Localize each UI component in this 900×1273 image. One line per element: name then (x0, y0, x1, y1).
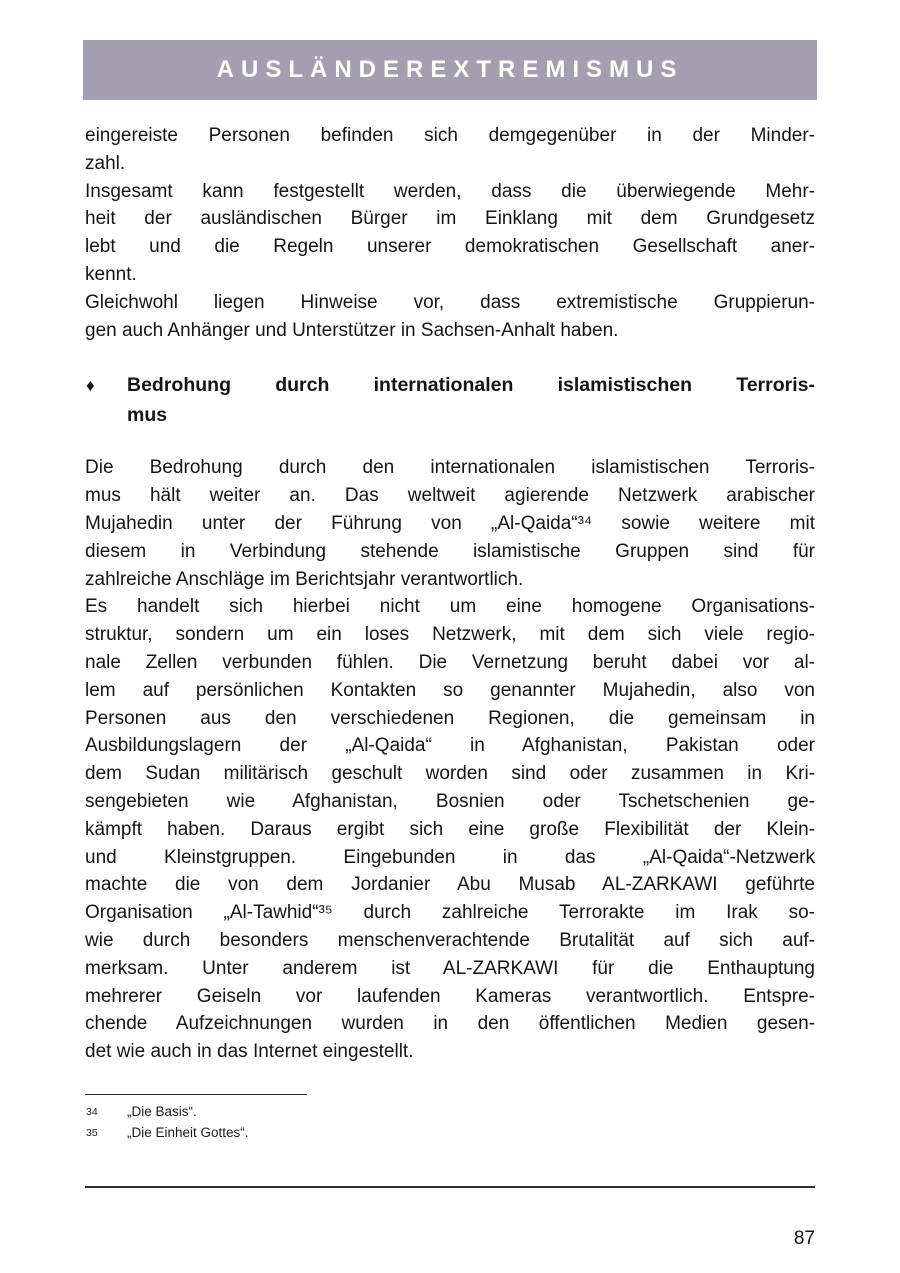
text-line: kämpft haben. Daraus ergibt sich eine große Flexibilität der Klein- (85, 818, 815, 840)
body-text (85, 122, 815, 1066)
section-title: AUSLÄNDEREXTREMISMUS (216, 56, 684, 83)
text-line: und Kleinstgruppen. Eingebunden in das „Al-Qaida“-Netzwerk (85, 846, 815, 868)
text-line: sengebieten wie Afghanistan, Bosnien oder Tschetschenien ge- (85, 790, 815, 812)
text-line: Ausbildungslagern der „Al-Qaida“ in Afghanistan, Pakistan oder (85, 735, 815, 757)
text-line: heit der ausländischen Bürger im Einklang mit dem Grundgesetz (85, 208, 815, 230)
text-line: Personen aus den verschiedenen Regionen, die gemeinsam in (85, 707, 815, 729)
text-line: Organisation „Al-Tawhid“³⁵ durch zahlreiche Terrorakte im Irak so- (85, 902, 815, 924)
footnote-separator-rule (85, 1094, 307, 1095)
text-line: wie durch besonders menschenverachtende Brutalität auf sich auf- (85, 929, 815, 951)
text-line: eingereiste Personen befinden sich demgegenüber in der Minder- (85, 125, 815, 146)
text-line: chende Aufzeichnungen wurden in den öffentlichen Medien gesen- (85, 1013, 815, 1035)
text-line: diesem in Verbindung stehende islamistische Gruppen sind für (85, 540, 815, 562)
text-line: Insgesamt kann festgestellt werden, dass die überwiegende Mehr- (85, 180, 815, 202)
bullet-heading-text (127, 370, 815, 430)
text-line: kennt. (85, 263, 137, 285)
paragraph (85, 178, 815, 289)
text-line: Mujahedin unter der Führung von „Al-Qaida“³⁴ sowie weitere mit (85, 512, 815, 534)
diamond-bullet-icon: ♦ (86, 376, 95, 396)
text-line: zahl. (85, 152, 126, 174)
text-line: merksam. Unter anderem ist AL-ZARKAWI für die Enthauptung (85, 957, 815, 979)
text-line: zahlreiche Anschläge im Berichtsjahr verantwortlich. (85, 568, 524, 590)
text-line: Die Bedrohung durch den internationalen islamistischen Terroris- (85, 457, 815, 479)
footnote (85, 1122, 815, 1143)
footnote (85, 1101, 815, 1122)
section-header-banner (83, 40, 817, 100)
text-line: lem auf persönlichen Kontakten so genannter Mujahedin, also von (85, 679, 815, 701)
paragraph (85, 289, 815, 345)
footnotes-block (85, 1094, 815, 1143)
footer-rule (85, 1186, 815, 1188)
text-line: mus hält weiter an. Das weltweit agierende Netzwerk arabischer (85, 485, 815, 507)
paragraph (85, 454, 815, 593)
text-line: mehrerer Geiseln vor laufenden Kameras verantwortlich. Entspre- (85, 985, 815, 1007)
footnote-number: 35 (86, 1127, 98, 1139)
text-line: lebt und die Regeln unserer demokratischen Gesellschaft aner- (85, 236, 815, 258)
footnote-text: „Die Einheit Gottes“. (127, 1125, 249, 1140)
bullet-heading (85, 370, 815, 430)
text-line: Gleichwohl liegen Hinweise vor, dass extremistische Gruppierun- (85, 291, 815, 313)
text-line: Es handelt sich hierbei nicht um eine homogene Organisations- (85, 596, 815, 618)
text-line: det wie auch in das Internet eingestellt. (85, 1041, 414, 1063)
text-line: mus (127, 404, 168, 427)
footnote-text: „Die Basis“. (127, 1104, 197, 1119)
footnote-number: 34 (86, 1106, 98, 1118)
text-line: dem Sudan militärisch geschult worden sind oder zusammen in Kri- (85, 763, 815, 785)
text-line: gen auch Anhänger und Unterstützer in Sachsen-Anhalt haben. (85, 319, 619, 341)
text-line: struktur, sondern um ein loses Netzwerk, mit dem sich viele regio- (85, 624, 815, 646)
text-line: Bedrohung durch internationalen islamistischen Terroris- (127, 374, 815, 397)
paragraph (85, 122, 815, 178)
text-line: machte die von dem Jordanier Abu Musab AL-ZARKAWI geführte (85, 874, 815, 896)
text-line: nale Zellen verbunden fühlen. Die Vernetzung beruht dabei vor al- (85, 651, 815, 673)
paragraph (85, 593, 815, 1066)
page-number: 87 (793, 1228, 815, 1249)
